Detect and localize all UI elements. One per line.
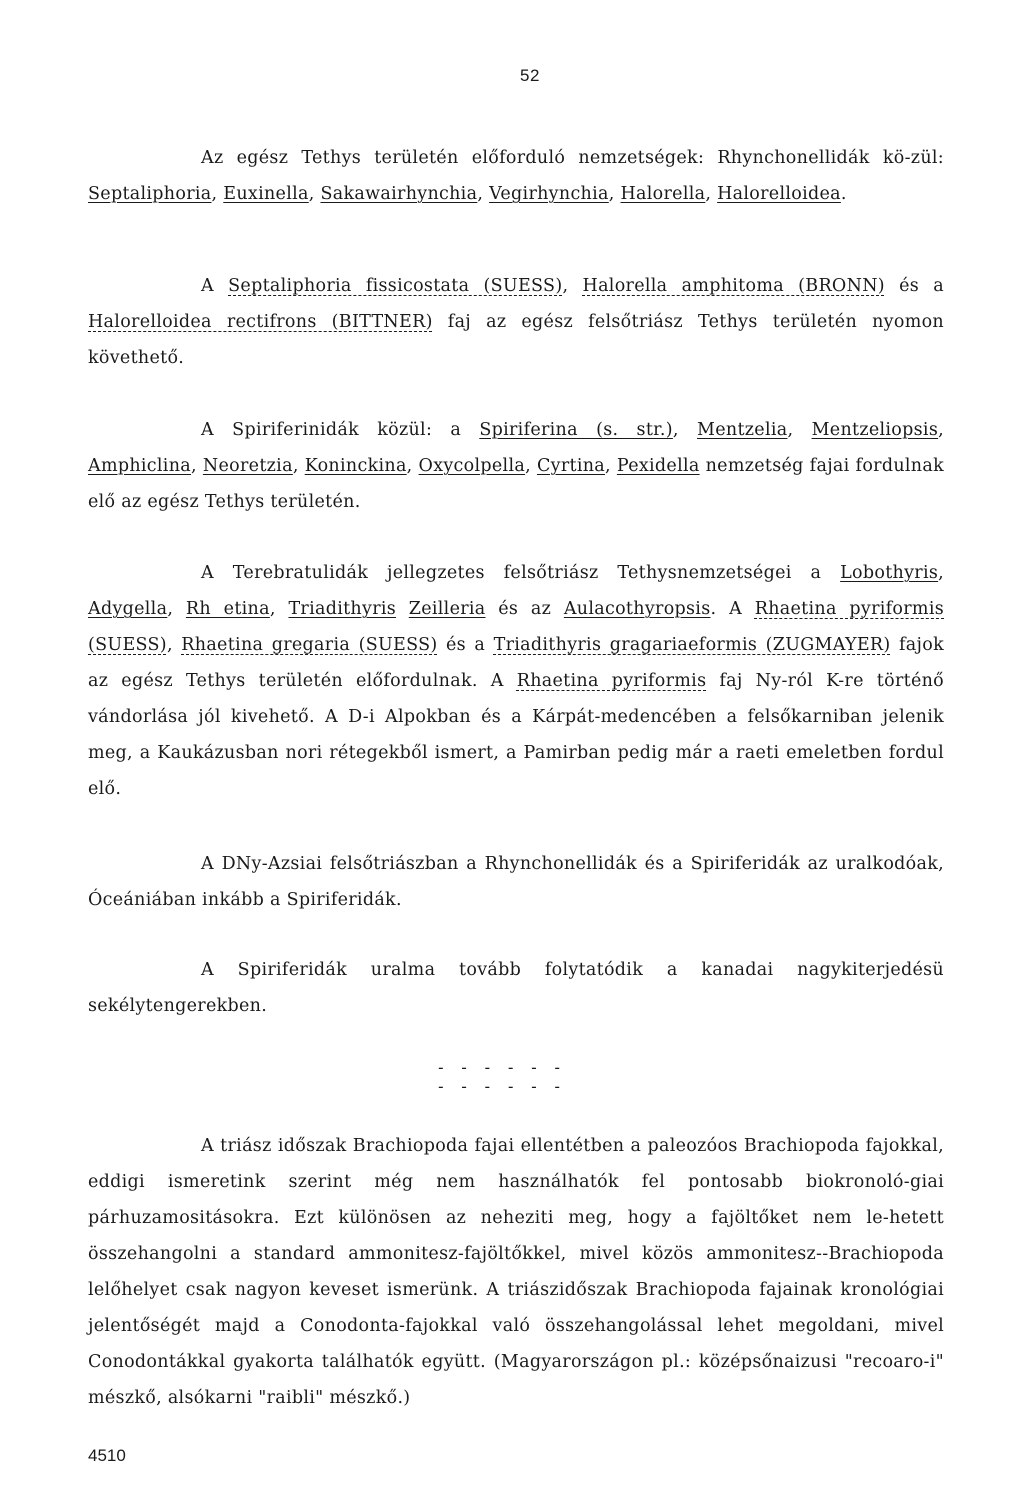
- species-name: Septaliphoria fissicostata (SUESS): [228, 276, 563, 296]
- genus-name: Vegirhynchia: [489, 184, 609, 204]
- text-run: ,: [672, 420, 697, 440]
- genus-name: Spiriferina (s. str.): [479, 420, 673, 440]
- text-run: faj Ny-ról K-re történő vándorlása jól kivehető. A D-i Alpokban és a Kárpát-medencében a felsőkarniban jelenik meg, a Kaukázusban nori rétegekből ismert, a Pamirban pedig már a raeti emeletben fordul elő.: [88, 671, 945, 799]
- genus-name: Lobothyris: [840, 563, 939, 583]
- text-run: ,: [608, 184, 621, 204]
- genus-name: Mentzelia: [697, 420, 788, 440]
- text-run: ,: [938, 420, 944, 440]
- genus-name: Pexidella: [616, 456, 700, 476]
- genus-name: Adygella: [88, 599, 168, 619]
- paragraph-chronology: A triász időszak Brachiopoda fajai ellentétben a paleozóos Brachiopoda fajokkal, eddigi ismeretink szerint még nem használhatók fel pontosabb biokronoló-giai párhuzamositásokra. Ezt különösen az neheziti meg, hogy a fajöltőket nem le-hetett összehangolni a standard ammonitesz-fajöltőkkel, mivel közös ammonitesz--Brachiopoda lelőhelyet csak nagyon keveset ismerünk. A triászidőszak Brachiopoda fajainak kronológiai jelentőségét majd a Conodonta-fajokkal való összehangolással lehet megoldani, mivel Conodontákkal gyakorta találhatók együtt. (Magyarországon pl.: középsőnaizusi "recoaro-i" mészkő, alsókarni "raibli" mészkő.): [88, 1136, 944, 1408]
- text-run: ,: [605, 456, 617, 476]
- genus-name: Oxycolpella: [418, 456, 526, 476]
- text-run: nemzetség fajai fordulnak elő az egész Tethys területén.: [88, 456, 945, 512]
- text-run: A: [201, 276, 229, 296]
- text-run: ,: [308, 184, 321, 204]
- text-run: ,: [938, 563, 944, 583]
- genus-name: Halorella: [620, 184, 706, 204]
- text-run: ,: [525, 456, 537, 476]
- genus-name: Zeilleria: [408, 599, 486, 619]
- species-name: Rhaetina gregaria (SUESS): [181, 635, 438, 655]
- species-name: Halorella amphitoma (BRONN): [582, 276, 885, 296]
- text-run: ,: [787, 420, 812, 440]
- genus-name: Halorelloidea: [717, 184, 841, 204]
- text-run: ,: [477, 184, 490, 204]
- text-run: ,: [269, 599, 289, 619]
- genus-name: Rh etina: [185, 599, 270, 619]
- text-run: . A: [710, 599, 755, 619]
- text-run: Az egész Tethys területén előforduló nemzetségek: Rhynchonellidák kö-zül:: [201, 148, 944, 168]
- text-run: ,: [166, 635, 182, 655]
- text-run: ,: [705, 184, 718, 204]
- text-run: [396, 599, 409, 619]
- species-name: Rhaetina pyriformis (SUESS): [88, 599, 944, 655]
- genus-name: Neoretzia: [202, 456, 293, 476]
- paragraph-sw-asia: A DNy-Azsiai felsőtriászban a Rhynchonellidák és a Spiriferidák az uralkodóak, Óceániában inkább a Spiriferidák.: [88, 854, 944, 910]
- paragraph-spiriferinids: [88, 412, 944, 520]
- genus-name: Koninckina: [304, 456, 407, 476]
- text-run: A Spiriferinidák közül: a: [201, 420, 480, 440]
- text-run: ,: [211, 184, 224, 204]
- text-run: és a: [884, 276, 944, 296]
- text-run: ,: [191, 456, 203, 476]
- paragraph-rhynchonellids: [88, 140, 944, 212]
- genus-name: Euxinella: [223, 184, 309, 204]
- genus-name: Septaliphoria: [88, 184, 212, 204]
- text-run: és a: [437, 635, 494, 655]
- text-run: ,: [167, 599, 186, 619]
- paragraph-canada: A Spiriferidák uralma tovább folytatódik a kanadai nagykiterjedésü sekélytengerekben.: [88, 960, 944, 1016]
- footer-code: 4510: [88, 1446, 126, 1465]
- paragraph-species-rhynchonellids: [88, 268, 944, 376]
- genus-name: Triadithyris: [288, 599, 397, 619]
- species-name: Rhaetina pyriformis: [516, 671, 707, 691]
- species-name: Triadithyris gragariaeformis (ZUGMAYER): [493, 635, 891, 655]
- page-number: 52: [520, 66, 540, 85]
- text-run: ,: [292, 456, 305, 476]
- genus-name: Amphiclina: [88, 456, 192, 476]
- paragraph-terebratulids: [88, 555, 944, 807]
- genus-name: Sakawairhynchia: [320, 184, 478, 204]
- text-run: ,: [406, 456, 419, 476]
- text-run: faj az egész felsőtriász Tethys területén nyomon követhető.: [88, 312, 944, 368]
- text-run: .: [840, 184, 847, 204]
- text-run: és az: [485, 599, 564, 619]
- text-run: A Terebratulidák jellegzetes felsőtriász Tethysnemzetségei a: [201, 563, 841, 583]
- genus-name: Mentzeliopsis: [811, 420, 939, 440]
- text-run: fajok az egész Tethys területén előfordulnak. A: [88, 635, 944, 691]
- genus-name: Aulacothyropsis: [563, 599, 711, 619]
- text-run: ,: [562, 276, 583, 296]
- species-name: Halorelloidea rectifrons (BITTNER): [88, 312, 433, 332]
- genus-name: Cyrtina: [536, 456, 606, 476]
- section-separator: - - - - - - - - - - - -: [436, 1058, 564, 1096]
